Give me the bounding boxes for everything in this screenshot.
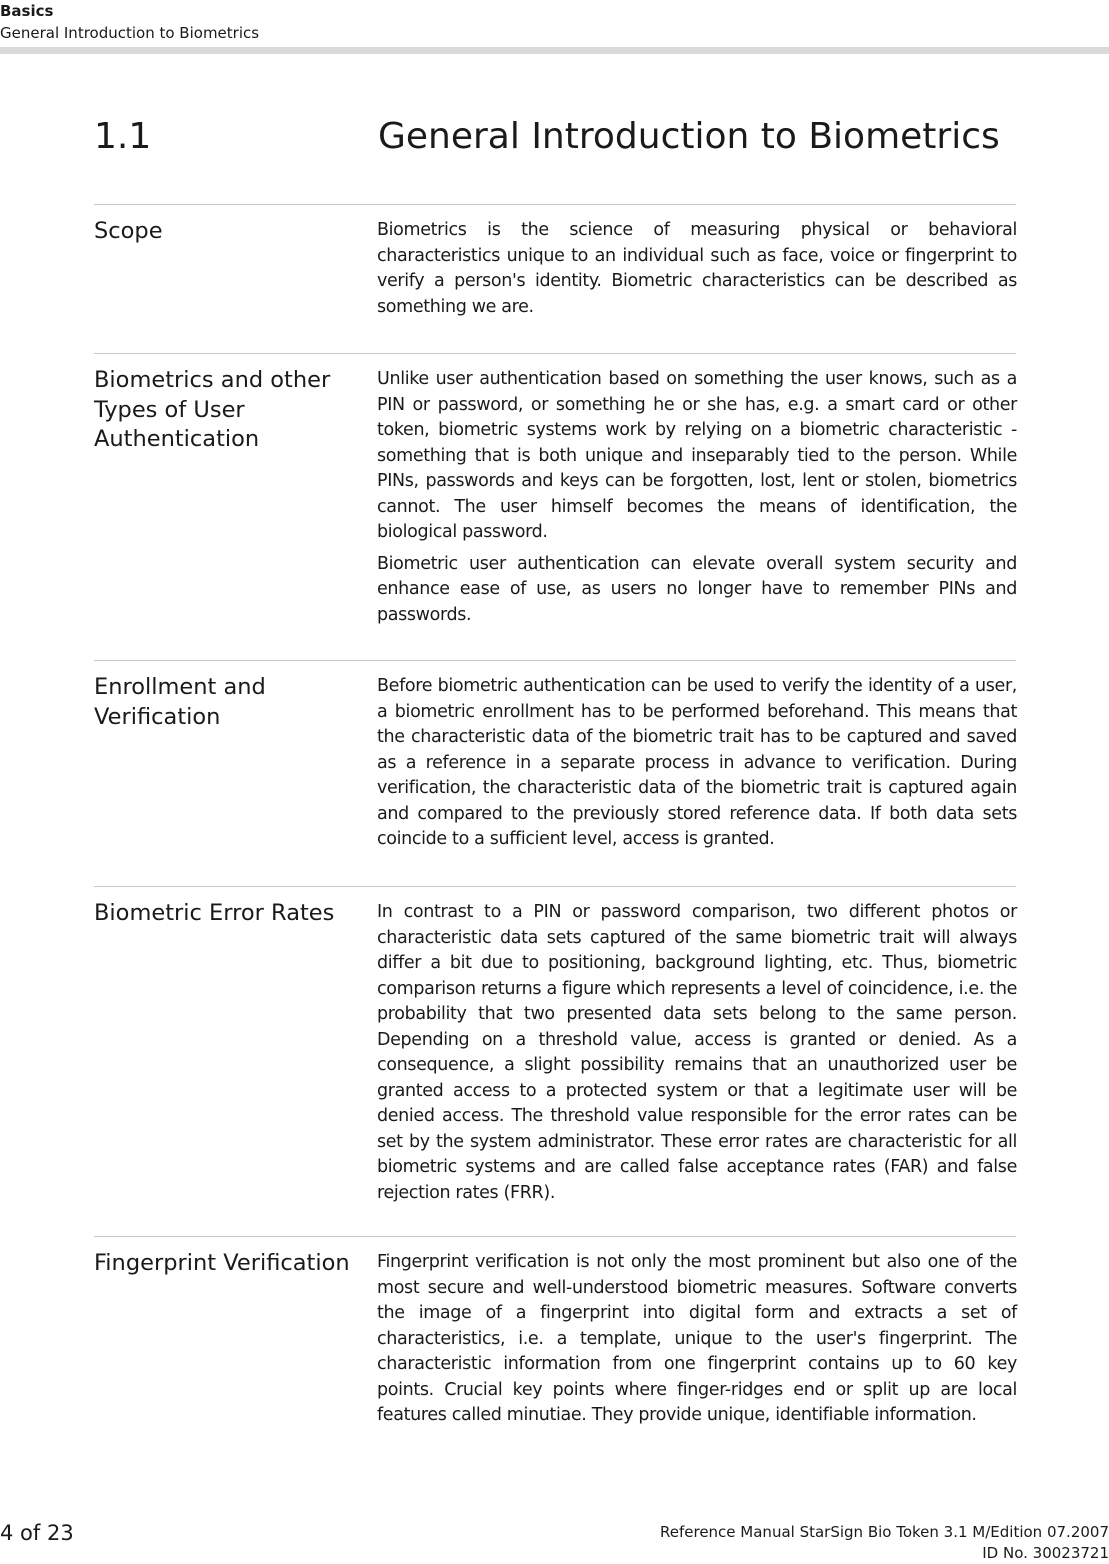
chapter-title-text: General Introduction to Biometrics: [378, 116, 1000, 157]
reference-line: Reference Manual StarSign Bio Token 3.1 M/Edition 07.2007: [660, 1523, 1109, 1541]
footer-reference: [660, 1522, 1109, 1564]
page-number: 4 of 23: [0, 1521, 74, 1545]
section-body: [377, 1250, 1017, 1435]
section-label: Enrollment and Verification: [94, 674, 266, 730]
paragraph: Unlike user authentication based on something the user knows, such as a PIN or password, or something he or she has, e.g. a smart card or other token, biometric systems work by relying on a biometric characteristic - something that is both unique and inseparably tied to the person. While PINs, passwords and keys can be forgotten, lost, lent or stolen, biometrics cannot. The user himself becomes the means of identification, the biological password.: [377, 369, 1017, 542]
section-scope: [94, 204, 1016, 355]
section-enrollment-and-verification: [94, 660, 1016, 887]
section-biometrics-and-other-types: [94, 353, 1016, 661]
paragraph: In contrast to a PIN or password comparison, two different photos or characteristic data sets captured of the same biometric trait will always differ a bit due to positioning, background lighting, etc. Thus, biometric comparison returns a figure which represents a level of coincidence, i.e. the probability that two presented data sets belong to the same person. Depending on a threshold value, access is granted or denied. As a consequence, a slight possibility remains that an unauthorized user be granted access to a protected system or that a legitimate user will be denied access. The threshold value responsible for the error rates can be set by the system administrator. These error rates are characteristic for all biometric systems and are called false acceptance rates (FAR) and false rejection rates (FRR).: [377, 902, 1017, 1203]
header-section: Basics: [0, 2, 54, 20]
header-subsection: General Introduction to Biometrics: [0, 24, 260, 42]
running-header: [0, 0, 259, 44]
section-label: Scope: [94, 218, 163, 244]
paragraph: Biometric user authentication can elevate overall system security and enhance ease of use, as users no longer have to remember PINs and passwords.: [377, 553, 1017, 625]
document-id: ID No. 30023721: [982, 1544, 1109, 1562]
chapter-number: 1.1: [94, 116, 152, 157]
section-body: [377, 218, 1017, 326]
paragraph: Before biometric authentication can be used to verify the identity of a user, a biometric enrollment has to be performed beforehand. This means that the characteristic data of the biometric trait has to be captured and saved as a reference in a separate process in advance to verification. During verification, the characteristic data of the biometric trait is captured again and compared to the previously stored reference data. If both data sets coincide to a sufficient level, access is granted.: [377, 676, 1017, 849]
chapter-title: [94, 112, 1000, 162]
section-label: Biometrics and other Types of User Authentication: [94, 367, 331, 452]
section-biometric-error-rates: [94, 886, 1016, 1237]
paragraph: Fingerprint verification is not only the most prominent but also one of the most secure and well-understood biometric measures. Software converts the image of a fingerprint into digital form and extracts a set of characteristics, i.e. a template, unique to the user's fingerprint. The characteristic information from one fingerprint contains up to 60 key points. Crucial key points where finger-ridges end or split up are local features called minutiae. They provide unique, identifiable information.: [377, 1252, 1017, 1425]
section-body: [377, 674, 1017, 859]
section-label: Biometric Error Rates: [94, 900, 335, 926]
section-label: Fingerprint Verification: [94, 1250, 350, 1276]
paragraph: Biometrics is the science of measuring physical or behavioral characteristics unique to an individual such as face, voice or fingerprint to verify a person's identity. Biometric characteristics can be described as something we are.: [377, 220, 1017, 317]
header-rule: [0, 47, 1109, 54]
section-body: [377, 900, 1017, 1212]
section-fingerprint-verification: [94, 1236, 1016, 1457]
section-body: [377, 367, 1017, 634]
